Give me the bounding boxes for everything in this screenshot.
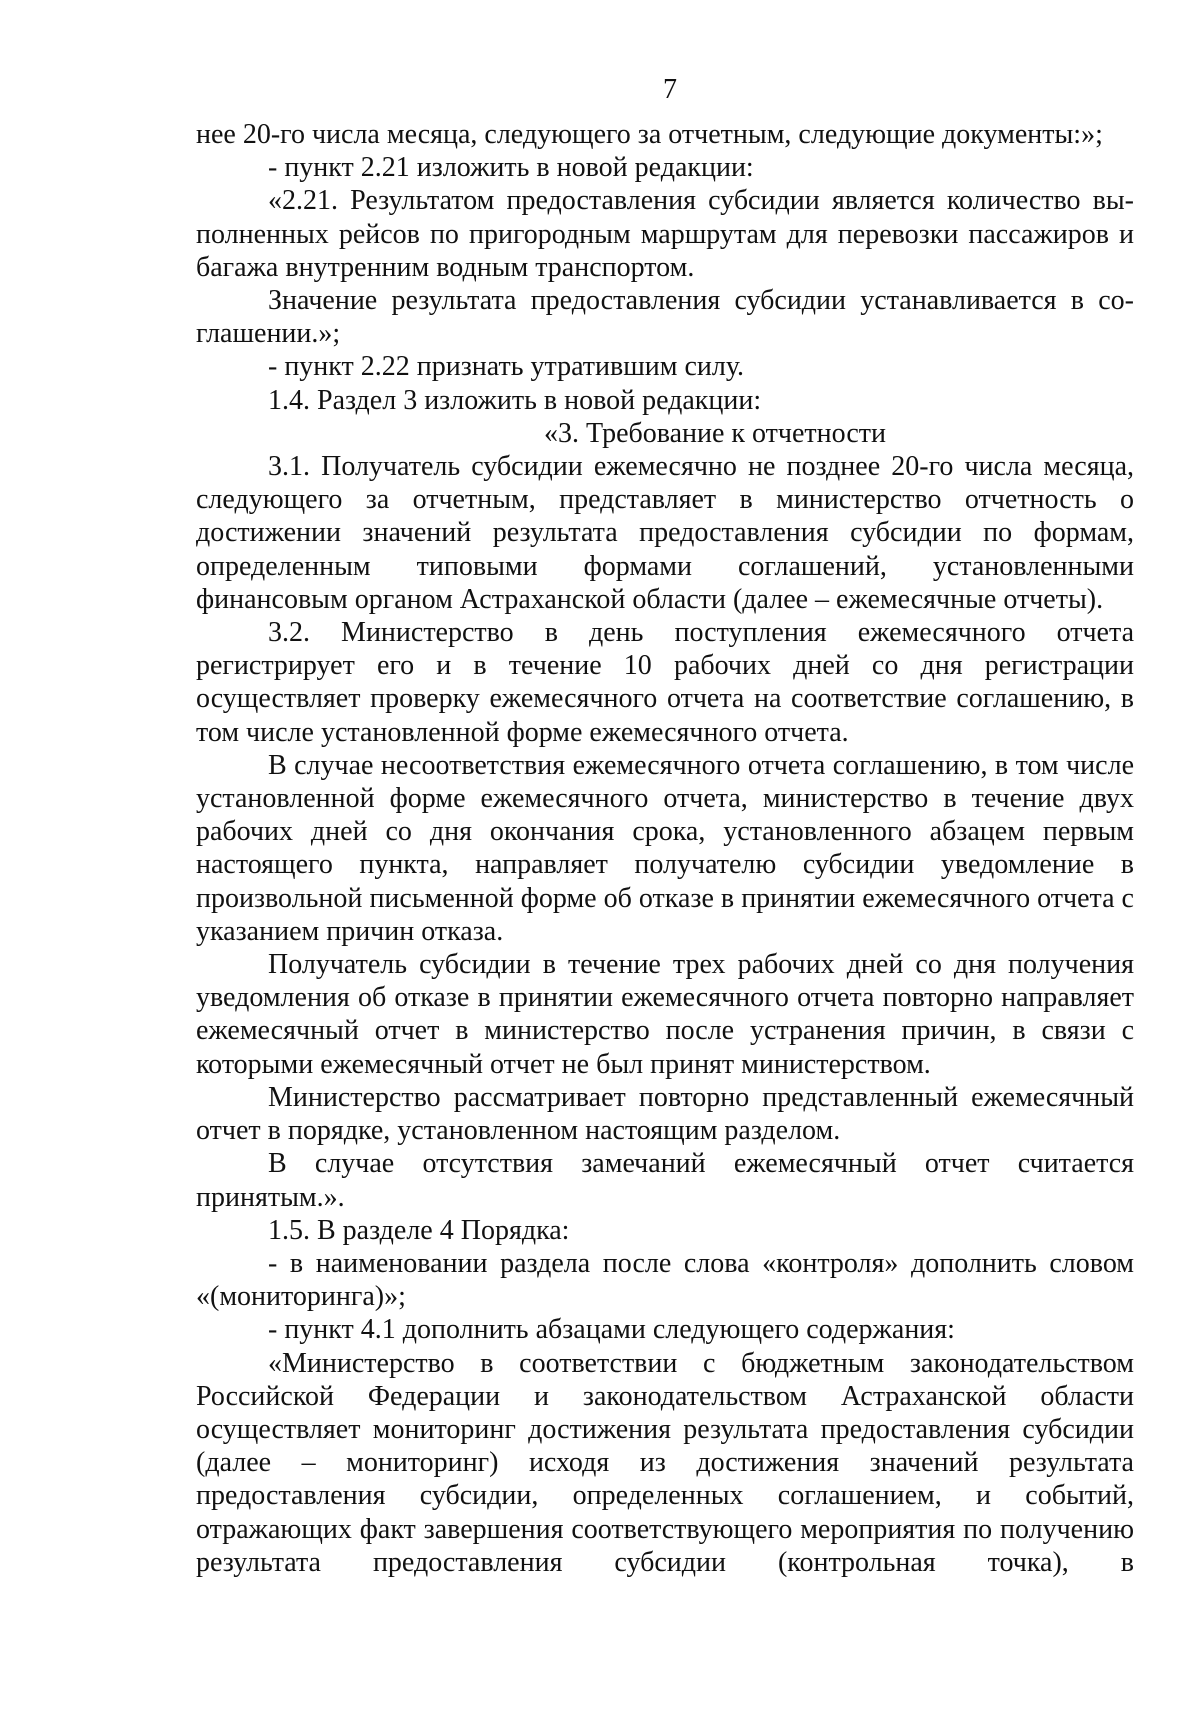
paragraph-3-1: 3.1. Получатель субсидии ежемесячно не позднее 20-го числа месяца, следующего за отчетным, представляет в министерство отчетность о достижении значений результата предоставления субсидии по формам, определенным типовыми формами соглашений, установленными финансовым органом Астраханской области (далее – ежемесячные отчеты). — [196, 451, 1134, 615]
document-body — [196, 118, 1134, 1579]
paragraph-section-name: - в наименовании раздела после слова «контроля» дополнить словом «(мониторинга)»; — [196, 1247, 1134, 1313]
paragraph-item-2-22: - пункт 2.22 признать утратившим силу. — [268, 351, 745, 383]
paragraph-3-2: 3.2. Министерство в день поступления ежемесячного отчета регистрирует его и в течение 10 рабочих дней со дня регистрации осуществляет проверку ежемесячного отчета на соответствие соглашению, в том числе установленной форме ежемесячного отчета. — [196, 617, 1134, 748]
page-number: 7 — [663, 74, 677, 105]
paragraph-item-4-1: - пункт 4.1 дополнить абзацами следующего содержания: — [268, 1314, 955, 1346]
paragraph-item-2-21-header: - пункт 2.21 изложить в новой редакции: — [268, 152, 754, 184]
paragraph-nonconformity: В случае несоответствия ежемесячного отчета соглашению, в том числе установленной форме ежемесячного отчета, министерство в течение двух рабочих дней со дня окончания срока, установленного абзацем первым настоящего пункта, направляет получателю субсидии уведомление в произвольной письменной форме об отказе в принятии ежемесячного отчета с указанием причин отказа. — [196, 749, 1134, 947]
paragraph-1-4: 1.4. Раздел 3 изложить в новой редакции: — [268, 384, 762, 416]
paragraph-result-value: Значение результата предоставления субсидии устанавливается в соглашении.»; — [196, 285, 1134, 350]
paragraph-continuation: нее 20-го числа месяца, следующего за отчетным, следующие документы:»; — [196, 119, 1103, 150]
paragraph-resubmission: Получатель субсидии в течение трех рабочих дней со дня получения уведомления об отказе в принятии ежемесячного отчета повторно направляет ежемесячный отчет в министерство после устранения причин, в связи с которыми ежемесячный отчет не был принят министерством. — [196, 949, 1134, 1080]
paragraph-review: Министерство рассматривает повторно представленный ежемесячный отчет в порядке, установленном настоящим разделом. — [196, 1081, 1134, 1147]
section-3-heading: «3. Требование к отчетности — [544, 417, 886, 449]
paragraph-2-21-text: «2.21. Результатом предоставления субсидии является количество выполненных рейсов по пригородным маршрутам для перевозки пассажиров и багажа внутренним водным транспортом. — [196, 185, 1134, 283]
paragraph-1-5: 1.5. В разделе 4 Порядка: — [268, 1214, 570, 1246]
paragraph-monitoring: «Министерство в соответствии с бюджетным законодательством Российской Федерации и законодательством Астраханской области осуществляет мониторинг достижения результата предоставления субсидии (далее – мониторинг) исходя из достижения значений результата предоставления субсидии, определенных соглашением, и событий, отражающих факт завершения соответствующего мероприятия по получению результата предоставления субсидии (контрольная точка), в — [196, 1347, 1134, 1578]
paragraph-accepted: В случае отсутствия замечаний ежемесячный отчет считается принятым.». — [196, 1148, 1134, 1213]
